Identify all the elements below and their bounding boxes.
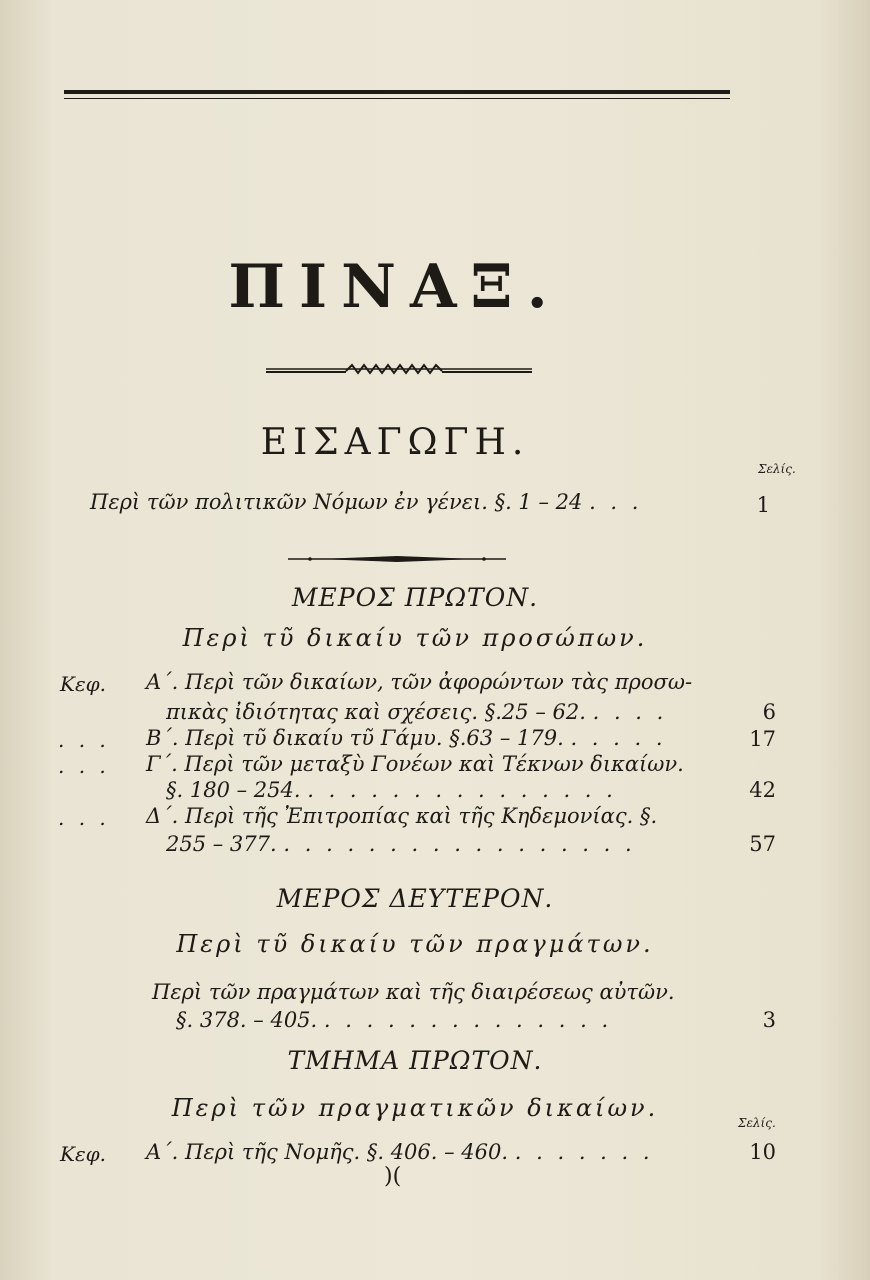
entry-text: Περὶ τῶν πολιτικῶν Νόμων ἐν γένει. §. 1 – 24 (90, 490, 583, 514)
page-number: 1 (756, 493, 770, 517)
lead-dots: . . . (58, 728, 110, 752)
toc-entry-chapter-g: Γ΄. Περὶ τῶν μεταξὺ Γονέων καὶ Τέκνων δικαίων. (146, 752, 684, 776)
part-two-heading: ΜΕΡΟΣ ΔΕΥΤΕΡΟΝ. (276, 884, 554, 913)
section-one-heading: ΤΜΗΜΑ ΠΡΩΤΟΝ. (287, 1046, 543, 1075)
page-number: 57 (749, 832, 776, 856)
toc-entry-chapter-g-cont (166, 778, 617, 802)
leader-dots: . . . . . . . . . . . . . . . (307, 778, 617, 802)
toc-entry-chapter-d-cont (166, 832, 636, 856)
leader-dots: . . . . . . . (514, 1140, 654, 1164)
section-one-subheading: Περὶ τῶν πραγματικῶν δικαίων. (171, 1094, 659, 1122)
lead-dots: . . . (58, 806, 110, 830)
toc-entry-things: Περὶ τῶν πραγμάτων καὶ τῆς διαιρέσεως αὐτῶν. (152, 980, 675, 1004)
chapter-label: Κεφ. (60, 1142, 107, 1166)
leader-dots: . . . . . . . . . . . . . . . . . (283, 832, 636, 856)
entry-text: Α΄. Περὶ τῆς Νομῆς. §. 406. – 460. (146, 1140, 509, 1164)
page-number: 10 (749, 1140, 776, 1164)
top-double-rule (64, 90, 730, 99)
toc-entry-chapter-b (146, 726, 667, 750)
toc-entry-chapter-a-cont (166, 700, 667, 724)
page-number: 6 (762, 700, 776, 724)
chapter-label: Κεφ. (60, 672, 107, 696)
part-two-subheading: Περὶ τῦ δικαίυ τῶν πραγμάτων. (176, 930, 654, 958)
leader-dots: . . . . . . . . . . . . . . (323, 1008, 613, 1032)
part-one-subheading: Περὶ τῦ δικαίυ τῶν προσώπων. (182, 624, 648, 652)
toc-entry-possession (146, 1140, 654, 1164)
part-one-heading: ΜΕΡΟΣ ΠΡΩΤΟΝ. (291, 583, 539, 612)
entry-text: §. 378. – 405. (176, 1008, 318, 1032)
toc-entry-chapter-d: Δ΄. Περὶ τῆς Ἐπιτροπίας καὶ τῆς Κηδεμονίας. §. (146, 804, 658, 828)
entry-text: πικὰς ἰδιότητας καὶ σχέσεις. §.25 – 62. (166, 700, 586, 724)
entry-text: §. 180 – 254. (166, 778, 301, 802)
ornamental-divider (288, 555, 506, 563)
ornamental-wave-rule (266, 362, 532, 378)
introduction-heading: ΕΙΣΑΓΩΓΗ. (260, 422, 530, 463)
entry-text: 255 – 377. (166, 832, 277, 856)
footer-ornament: )( (384, 1164, 402, 1189)
page-number: 42 (749, 778, 776, 802)
toc-entry-things-cont (176, 1008, 612, 1032)
page-number: 3 (762, 1008, 776, 1032)
page-title: ΠΙΝΑΞ. (228, 252, 562, 322)
toc-entry-introduction (90, 490, 642, 514)
lead-dots: . . . (58, 754, 110, 778)
entry-text: Β΄. Περὶ τῦ δικαίυ τῦ Γάμυ. §.63 – 179. (146, 726, 564, 750)
page-column-label: Σελίς. (738, 1116, 776, 1130)
page-number: 17 (749, 727, 776, 751)
leader-dots: . . . . . (570, 726, 667, 750)
leader-dots: . . . . (592, 700, 668, 724)
toc-entry-chapter-a: Α΄. Περὶ τῶν δικαίων, τῶν ἀφορώντων τὰς προσω- (146, 670, 693, 694)
leader-dots: . . . (589, 490, 643, 514)
page-column-label: Σελίς. (758, 462, 796, 476)
